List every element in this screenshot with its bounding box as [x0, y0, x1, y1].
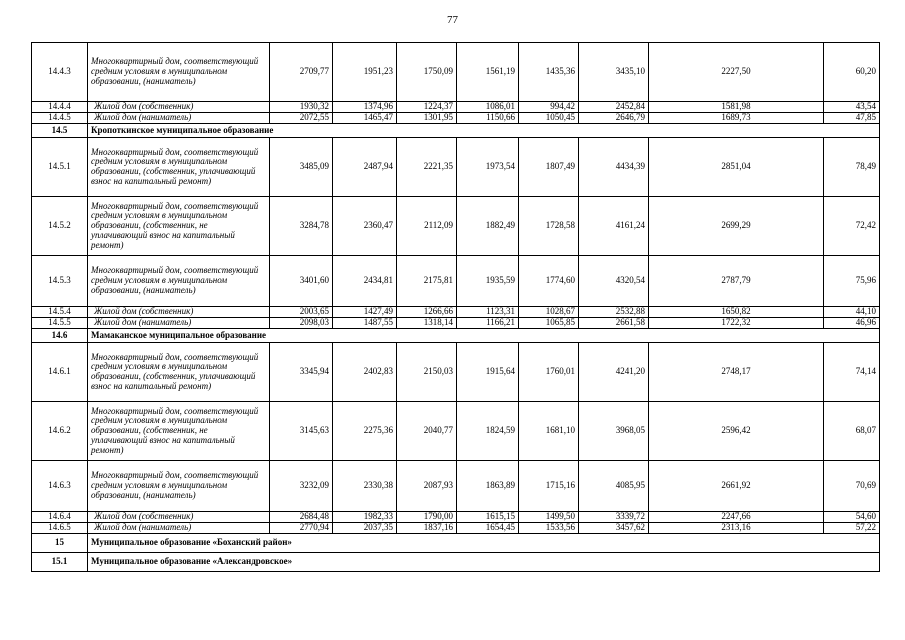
row-code: 14.6.1: [32, 343, 88, 402]
value-cell: 2360,47: [333, 197, 397, 256]
value-cell: 54,60: [824, 512, 880, 523]
value-cell: 75,96: [824, 256, 880, 307]
row-code: 14.6.4: [32, 512, 88, 523]
value-cell: 1750,09: [397, 43, 457, 102]
value-cell: 2532,88: [579, 307, 649, 318]
value-cell: 2402,83: [333, 343, 397, 402]
value-cell: 1930,32: [270, 102, 333, 113]
section-row: [32, 553, 880, 572]
row-description: Жилой дом (наниматель): [88, 523, 270, 534]
table-row: [32, 402, 880, 461]
value-cell: 2709,77: [270, 43, 333, 102]
value-cell: 1301,95: [397, 113, 457, 124]
value-cell: 2221,35: [397, 138, 457, 197]
value-cell: 1715,16: [519, 461, 579, 512]
value-cell: 1050,45: [519, 113, 579, 124]
section-title: Муниципальное образование «Боханский район»: [88, 534, 880, 553]
value-cell: 1374,96: [333, 102, 397, 113]
value-cell: 1863,89: [457, 461, 519, 512]
table-row: [32, 138, 880, 197]
row-code: 14.5.5: [32, 318, 88, 329]
value-cell: 1166,21: [457, 318, 519, 329]
value-cell: 1807,49: [519, 138, 579, 197]
value-cell: 2072,55: [270, 113, 333, 124]
value-cell: 1790,00: [397, 512, 457, 523]
value-cell: 70,69: [824, 461, 880, 512]
value-cell: 4085,95: [579, 461, 649, 512]
value-cell: 1465,47: [333, 113, 397, 124]
value-cell: 3435,10: [579, 43, 649, 102]
table-row: [32, 523, 880, 534]
value-cell: 1533,56: [519, 523, 579, 534]
row-description: Жилой дом (наниматель): [88, 318, 270, 329]
table-row: [32, 256, 880, 307]
value-cell: 2150,03: [397, 343, 457, 402]
value-cell: 2699,29: [649, 197, 824, 256]
row-description: Жилой дом (собственник): [88, 102, 270, 113]
value-cell: 2003,65: [270, 307, 333, 318]
row-code: 14.5.1: [32, 138, 88, 197]
value-cell: 57,22: [824, 523, 880, 534]
row-description: Жилой дом (собственник): [88, 307, 270, 318]
value-cell: 1028,67: [519, 307, 579, 318]
row-description: Многоквартирный дом, соответствующий средним условиям в муниципальном образовании, (наниматель): [88, 43, 270, 102]
value-cell: 1951,23: [333, 43, 397, 102]
value-cell: 2661,92: [649, 461, 824, 512]
table-row: [32, 307, 880, 318]
row-description: Многоквартирный дом, соответствующий средним условиям в муниципальном образовании, (собственник, не уплачивающий взнос на капитальный ремонт): [88, 197, 270, 256]
value-cell: 1150,66: [457, 113, 519, 124]
value-cell: 2037,35: [333, 523, 397, 534]
value-cell: 2112,09: [397, 197, 457, 256]
value-cell: 2247,66: [649, 512, 824, 523]
value-cell: 1224,37: [397, 102, 457, 113]
table-row: [32, 318, 880, 329]
value-cell: 4161,24: [579, 197, 649, 256]
value-cell: 47,85: [824, 113, 880, 124]
value-cell: 1760,01: [519, 343, 579, 402]
value-cell: 1123,31: [457, 307, 519, 318]
value-cell: 46,96: [824, 318, 880, 329]
value-cell: 3284,78: [270, 197, 333, 256]
row-code: 14.4.5: [32, 113, 88, 124]
value-cell: 1722,32: [649, 318, 824, 329]
value-cell: 3339,72: [579, 512, 649, 523]
value-cell: 2275,36: [333, 402, 397, 461]
table-row: [32, 113, 880, 124]
value-cell: 3401,60: [270, 256, 333, 307]
value-cell: 1982,33: [333, 512, 397, 523]
value-cell: 44,10: [824, 307, 880, 318]
value-cell: 2684,48: [270, 512, 333, 523]
value-cell: 2434,81: [333, 256, 397, 307]
value-cell: 1689,73: [649, 113, 824, 124]
value-cell: 1654,45: [457, 523, 519, 534]
value-cell: 3968,05: [579, 402, 649, 461]
value-cell: 43,54: [824, 102, 880, 113]
row-description: Многоквартирный дом, соответствующий средним условиям в муниципальном образовании, (собственник, уплачивающий взнос на капитальный ремонт): [88, 138, 270, 197]
value-cell: 1581,98: [649, 102, 824, 113]
section-code: 15: [32, 534, 88, 553]
value-cell: 2596,42: [649, 402, 824, 461]
value-cell: 3457,62: [579, 523, 649, 534]
value-cell: 1973,54: [457, 138, 519, 197]
value-cell: 4434,39: [579, 138, 649, 197]
table-row: [32, 461, 880, 512]
value-cell: 2313,16: [649, 523, 824, 534]
value-cell: 1318,14: [397, 318, 457, 329]
value-cell: 1728,58: [519, 197, 579, 256]
table-row: [32, 512, 880, 523]
value-cell: 2330,38: [333, 461, 397, 512]
row-code: 14.5.4: [32, 307, 88, 318]
row-description: Многоквартирный дом, соответствующий средним условиям в муниципальном образовании, (собственник, уплачивающий взнос на капитальный ремонт): [88, 343, 270, 402]
value-cell: 74,14: [824, 343, 880, 402]
page-number: 77: [447, 14, 458, 26]
value-cell: 60,20: [824, 43, 880, 102]
value-cell: 3145,63: [270, 402, 333, 461]
value-cell: 2851,04: [649, 138, 824, 197]
value-cell: 2661,58: [579, 318, 649, 329]
section-title: Муниципальное образование «Александровское»: [88, 553, 880, 572]
value-cell: 1499,50: [519, 512, 579, 523]
value-cell: 1435,36: [519, 43, 579, 102]
value-cell: 2175,81: [397, 256, 457, 307]
value-cell: 2487,94: [333, 138, 397, 197]
value-cell: 4320,54: [579, 256, 649, 307]
row-code: 14.5.3: [32, 256, 88, 307]
section-code: 14.6: [32, 329, 88, 343]
value-cell: 2040,77: [397, 402, 457, 461]
row-description: Жилой дом (собственник): [88, 512, 270, 523]
row-code: 14.6.5: [32, 523, 88, 534]
value-cell: 1561,19: [457, 43, 519, 102]
value-cell: 1487,55: [333, 318, 397, 329]
value-cell: 2787,79: [649, 256, 824, 307]
value-cell: 2227,50: [649, 43, 824, 102]
value-cell: 1615,15: [457, 512, 519, 523]
value-cell: 1837,16: [397, 523, 457, 534]
value-cell: 72,42: [824, 197, 880, 256]
section-code: 14.5: [32, 124, 88, 138]
tariff-table: [31, 42, 880, 572]
value-cell: 1882,49: [457, 197, 519, 256]
row-code: 14.4.3: [32, 43, 88, 102]
value-cell: 1915,64: [457, 343, 519, 402]
row-description: Многоквартирный дом, соответствующий средним условиям в муниципальном образовании, (наниматель): [88, 256, 270, 307]
value-cell: 2452,84: [579, 102, 649, 113]
value-cell: 4241,20: [579, 343, 649, 402]
row-code: 14.6.2: [32, 402, 88, 461]
section-row: [32, 534, 880, 553]
table-row: [32, 102, 880, 113]
row-description: Жилой дом (наниматель): [88, 113, 270, 124]
value-cell: 1086,01: [457, 102, 519, 113]
value-cell: 1774,60: [519, 256, 579, 307]
value-cell: 2770,94: [270, 523, 333, 534]
value-cell: 3345,94: [270, 343, 333, 402]
value-cell: 1650,82: [649, 307, 824, 318]
row-description: Многоквартирный дом, соответствующий средним условиям в муниципальном образовании, (собственник, не уплачивающий взнос на капитальный ремонт): [88, 402, 270, 461]
table-row: [32, 343, 880, 402]
value-cell: 3232,09: [270, 461, 333, 512]
row-code: 14.4.4: [32, 102, 88, 113]
table-row: [32, 43, 880, 102]
value-cell: 3485,09: [270, 138, 333, 197]
value-cell: 2748,17: [649, 343, 824, 402]
section-code: 15.1: [32, 553, 88, 572]
value-cell: 1935,59: [457, 256, 519, 307]
section-row: [32, 329, 880, 343]
section-title: Кропоткинское муниципальное образование: [88, 124, 880, 138]
value-cell: 1824,59: [457, 402, 519, 461]
value-cell: 78,49: [824, 138, 880, 197]
value-cell: 1681,10: [519, 402, 579, 461]
value-cell: 68,07: [824, 402, 880, 461]
section-row: [32, 124, 880, 138]
value-cell: 1427,49: [333, 307, 397, 318]
row-code: 14.6.3: [32, 461, 88, 512]
row-description: Многоквартирный дом, соответствующий средним условиям в муниципальном образовании, (наниматель): [88, 461, 270, 512]
row-code: 14.5.2: [32, 197, 88, 256]
section-title: Мамаканское муниципальное образование: [88, 329, 880, 343]
value-cell: 2087,93: [397, 461, 457, 512]
value-cell: 1266,66: [397, 307, 457, 318]
table-row: [32, 197, 880, 256]
value-cell: 2098,03: [270, 318, 333, 329]
value-cell: 1065,85: [519, 318, 579, 329]
value-cell: 2646,79: [579, 113, 649, 124]
table-body: [32, 43, 880, 572]
value-cell: 994,42: [519, 102, 579, 113]
